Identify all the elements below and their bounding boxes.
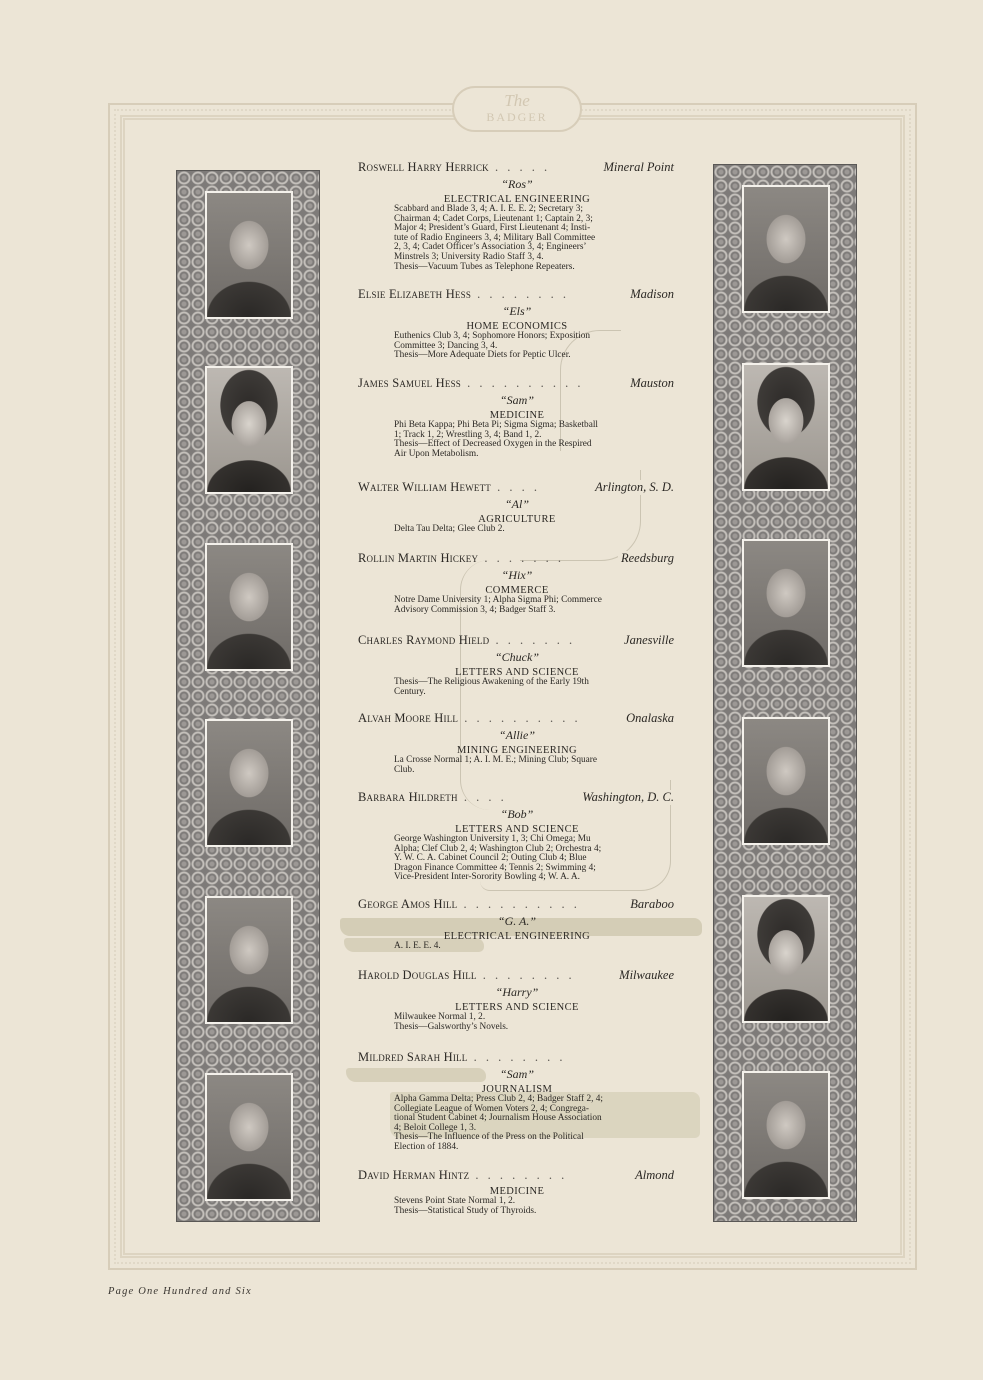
student-department: MINING ENGINEERING bbox=[456, 745, 578, 756]
student-hometown: Washington, D. C. bbox=[579, 790, 674, 805]
portrait-photo bbox=[742, 185, 830, 313]
portrait-photo bbox=[205, 366, 293, 494]
student-entry: Mildred Sarah Hill . . . . . . . . “Sam” JOURNALISM Alpha Gamma Delta; Press Club 2, 4; Badger Staff 2, 4; Collegiate League of Women Voters 2, 4; Congrega- tional Student Cabinet 4; Journalism House Association 4; Beloit College 1, 3. Thesis—The Influence of the Press on the Political Election of 1884. bbox=[358, 1050, 676, 1153]
portrait-photo bbox=[205, 896, 293, 1024]
student-name: Roswell Harry Herrick bbox=[358, 160, 489, 174]
student-name: Walter William Hewett bbox=[358, 480, 491, 494]
student-activities: Notre Dame University 1; Alpha Sigma Phi; Commerce Advisory Commission 3, 4; Badger Staff 3. bbox=[394, 595, 602, 615]
student-department: MEDICINE bbox=[489, 1186, 545, 1197]
student-nickname: “Els” bbox=[502, 304, 532, 318]
student-nickname: “Sam” bbox=[499, 393, 534, 407]
student-activities: Phi Beta Kappa; Phi Beta Pi; Sigma Sigma; Basketball 1; Track 1, 2; Wrestling 3, 4; Band 1, 2. Thesis—Effect of Decreased Oxygen in the Respired Air Upon Metabolism. bbox=[394, 420, 599, 459]
student-hometown: Milwaukee bbox=[616, 968, 674, 983]
student-name: Barbara Hildreth bbox=[358, 790, 458, 804]
student-department: LETTERS AND SCIENCE bbox=[455, 1002, 579, 1013]
student-nickname: “G. A.” bbox=[497, 914, 537, 928]
student-entry: James Samuel Hess . . . . . . . . . . Mauston “Sam” MEDICINE Phi Beta Kappa; Phi Beta Pi; Sigma Sigma; Basketball 1; Track 1, 2; Wrestling 3, 4; Band 1, 2. Thesis—Effect of Decreased Oxygen in the Respired Air Upon Metabolism. bbox=[358, 376, 674, 459]
student-hometown: Mauston bbox=[627, 376, 674, 391]
student-activities: Alpha Gamma Delta; Press Club 2, 4; Badger Staff 2, 4; Collegiate League of Women Voters 2, 4; Congrega- tional Student Cabinet 4; Journalism House Association 4; Beloit College 1, 3. Thesis—The Influence of the Press on the Political Election of 1884. bbox=[394, 1094, 603, 1152]
student-department: COMMERCE bbox=[485, 585, 549, 596]
student-activities: Stevens Point State Normal 1, 2. Thesis—Statistical Study of Thyroids. bbox=[394, 1196, 537, 1216]
portrait-column-right bbox=[713, 164, 857, 1222]
portrait-photo bbox=[205, 719, 293, 847]
student-entry: Barbara Hildreth . . . . Washington, D. C. “Bob” LETTERS AND SCIENCE George Washington University 1, 3; Chi Omega; Mu Alpha; Clef Club 2, 4; Washington Club 2; Orchestra 4; Y. W. C. A. Cabinet Council 2; Outing Club 4; Blue Dragon Finance Committee 4; Tennis 2; Swimming 4; Vice-President Inter-Sorority Bowling 4; W. A. A. bbox=[358, 790, 674, 883]
student-entry: Alvah Moore Hill . . . . . . . . . . Onalaska “Allie” MINING ENGINEERING La Crosse Normal 1; A. I. M. E.; Mining Club; Square Club. bbox=[358, 711, 674, 775]
student-department: ELECTRICAL ENGINEERING bbox=[443, 931, 591, 942]
student-hometown: Baraboo bbox=[627, 897, 674, 912]
student-entry: Elsie Elizabeth Hess . . . . . . . . Madison “Els” HOME ECONOMICS Euthenics Club 3, 4; Sophomore Honors; Exposition Committee 3; Dancing 3, 4. Thesis—More Adequate Diets for Peptic Ulcer. bbox=[358, 287, 674, 361]
student-name: Alvah Moore Hill bbox=[358, 711, 459, 725]
student-hometown: Reedsburg bbox=[618, 551, 674, 566]
student-name: David Herman Hintz bbox=[358, 1168, 470, 1182]
student-activities: A. I. E. E. 4. bbox=[394, 941, 441, 951]
portrait-photo bbox=[742, 717, 830, 845]
student-entry: Walter William Hewett . . . . Arlington, S. D. “Al” AGRICULTURE Delta Tau Delta; Glee Club 2. bbox=[358, 480, 674, 534]
page-number: Page One Hundred and Six bbox=[108, 1286, 252, 1297]
student-hometown: Onalaska bbox=[623, 711, 674, 726]
student-activities: La Crosse Normal 1; A. I. M. E.; Mining Club; Square Club. bbox=[394, 755, 597, 775]
student-entry: Roswell Harry Herrick . . . . . Mineral Point “Ros” ELECTRICAL ENGINEERING Scabbard and Blade 3, 4; A. I. E. E. 2; Secretary 3; Chairman 4; Cadet Corps, Lieutenant 1; Captain 2, 3; Major 4; President’s Guard, First Lieutenant 4; Insti- tute of Radio Engineers 3, 4; Military Ball Committee 2, 3, 4; Cadet Officer’s Association 3, 4; Engineers’ Minstrels 3; University Radio Staff 3, 4. Thesis—Vacuum Tubes as Telephone Repeaters. bbox=[358, 160, 674, 272]
masthead-the: The bbox=[504, 91, 530, 110]
student-name: George Amos Hill bbox=[358, 897, 458, 911]
portrait-photo bbox=[205, 543, 293, 671]
student-entry: Harold Douglas Hill . . . . . . . . Milwaukee “Harry” LETTERS AND SCIENCE Milwaukee Normal 1, 2. Thesis—Galsworthy’s Novels. bbox=[358, 968, 674, 1032]
student-activities: Delta Tau Delta; Glee Club 2. bbox=[394, 524, 505, 534]
student-nickname: “Al” bbox=[504, 497, 529, 511]
student-nickname: “Allie” bbox=[498, 728, 535, 742]
student-hometown: Mineral Point bbox=[601, 160, 674, 175]
student-department: MEDICINE bbox=[489, 410, 545, 421]
portrait-photo bbox=[205, 1073, 293, 1201]
portrait-photo bbox=[742, 539, 830, 667]
student-department: AGRICULTURE bbox=[478, 514, 556, 525]
student-hometown: Almond bbox=[632, 1168, 674, 1183]
student-activities: George Washington University 1, 3; Chi Omega; Mu Alpha; Clef Club 2, 4; Washington Club 2; Orchestra 4; Y. W. C. A. Cabinet Council 2; Outing Club 4; Blue Dragon Finance Committee 4; Tennis 2; Swimming 4; Vice-President Inter-Sorority Bowling 4; W. A. A. bbox=[394, 834, 602, 883]
student-name: Elsie Elizabeth Hess bbox=[358, 287, 472, 301]
student-activities: Milwaukee Normal 1, 2. Thesis—Galsworthy’s Novels. bbox=[394, 1012, 509, 1032]
student-nickname: “Harry” bbox=[495, 985, 539, 999]
student-entry: Charles Raymond Hield . . . . . . . Janesville “Chuck” LETTERS AND SCIENCE Thesis—The Religious Awakening of the Early 19th Century. bbox=[358, 633, 674, 697]
student-name: James Samuel Hess bbox=[358, 376, 462, 390]
student-activities: Euthenics Club 3, 4; Sophomore Honors; Exposition Committee 3; Dancing 3, 4. Thesis—More Adequate Diets for Peptic Ulcer. bbox=[394, 331, 591, 361]
masthead-badger: BADGER bbox=[486, 110, 548, 124]
student-entry: George Amos Hill . . . . . . . . . . Baraboo “G. A.” ELECTRICAL ENGINEERING A. I. E. E. 4. bbox=[358, 897, 674, 951]
portrait-column-left bbox=[176, 170, 320, 1222]
student-nickname: “Bob” bbox=[500, 807, 534, 821]
student-entry: Rollin Martin Hickey . . . . . . . Reedsburg “Hix” COMMERCE Notre Dame University 1; Alpha Sigma Phi; Commerce Advisory Commission 3, 4; Badger Staff 3. bbox=[358, 551, 674, 615]
portrait-photo bbox=[742, 1071, 830, 1199]
badger-masthead-logo bbox=[452, 86, 582, 132]
student-department: JOURNALISM bbox=[481, 1084, 553, 1095]
portrait-photo bbox=[205, 191, 293, 319]
student-name: Mildred Sarah Hill bbox=[358, 1050, 468, 1064]
student-hometown: Madison bbox=[627, 287, 674, 302]
student-department: LETTERS AND SCIENCE bbox=[455, 824, 579, 835]
student-activities: Thesis—The Religious Awakening of the Early 19th Century. bbox=[394, 677, 589, 697]
student-department: LETTERS AND SCIENCE bbox=[455, 667, 579, 678]
student-nickname: “Chuck” bbox=[494, 650, 539, 664]
student-nickname: “Ros” bbox=[501, 177, 533, 191]
student-entry: David Herman Hintz . . . . . . . . Almond MEDICINE Stevens Point State Normal 1, 2. Thesis—Statistical Study of Thyroids. bbox=[358, 1168, 674, 1216]
student-hometown: Arlington, S. D. bbox=[592, 480, 674, 495]
portrait-photo bbox=[742, 895, 830, 1023]
portrait-photo bbox=[742, 363, 830, 491]
student-name: Harold Douglas Hill bbox=[358, 968, 477, 982]
student-name: Charles Raymond Hield bbox=[358, 633, 490, 647]
student-nickname: “Hix” bbox=[501, 568, 533, 582]
student-department: HOME ECONOMICS bbox=[466, 321, 568, 332]
student-activities: Scabbard and Blade 3, 4; A. I. E. E. 2; Secretary 3; Chairman 4; Cadet Corps, Lieutenant 1; Captain 2, 3; Major 4; President’s Guard, First Lieutenant 4; Insti- tute of Radio Engineers 3, 4; Military Ball Committee 2, 3, 4; Cadet Officer’s Association 3, 4; Engineers’ Minstrels 3; University Radio Staff 3, 4. Thesis—Vacuum Tubes as Telephone Repeaters. bbox=[394, 204, 596, 272]
student-nickname: “Sam” bbox=[499, 1067, 534, 1081]
student-name: Rollin Martin Hickey bbox=[358, 551, 479, 565]
student-department: ELECTRICAL ENGINEERING bbox=[443, 194, 591, 205]
student-hometown: Janesville bbox=[621, 633, 674, 648]
